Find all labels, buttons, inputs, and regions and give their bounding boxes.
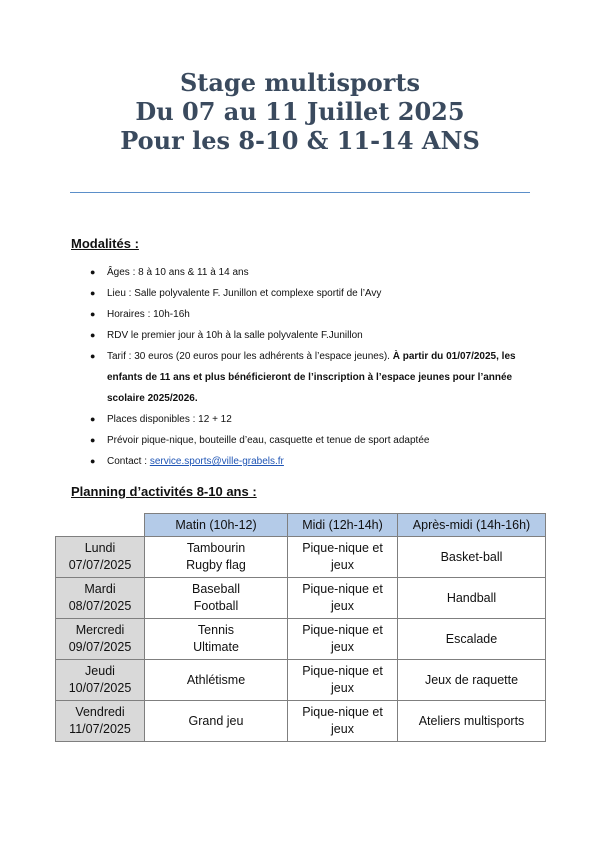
page-title <box>0 68 600 155</box>
bullet-icon: ● <box>90 414 96 424</box>
list-item-rdv: ● RDV le premier jour à 10h à la salle polyvalente F.Junillon <box>90 325 530 346</box>
table-row <box>56 537 546 578</box>
apres-midi-cell: Jeux de raquette <box>398 660 546 701</box>
matin-cell: Tennis Ultimate <box>145 619 288 660</box>
contact-email-link[interactable]: service.sports@ville-grabels.fr <box>149 456 284 467</box>
list-item-lieu: ● Lieu : Salle polyvalente F. Junillon et complexe sportif de l’Avy <box>90 283 530 304</box>
list-item-prevoir: ● Prévoir pique-nique, bouteille d’eau, casquette et tenue de sport adaptée <box>90 430 530 451</box>
apres-midi-cell: Escalade <box>398 619 546 660</box>
table-row <box>56 578 546 619</box>
list-item-contact: ● Contact : service.sports@ville-grabels.fr <box>90 451 530 472</box>
table-row <box>56 660 546 701</box>
planning-table <box>55 513 546 742</box>
bullet-icon: ● <box>90 351 96 361</box>
bullet-icon: ● <box>90 309 96 319</box>
modalites-heading: Modalités : <box>71 236 139 251</box>
header-corner <box>56 514 145 537</box>
day-cell: Mercredi 09/07/2025 <box>56 619 145 660</box>
list-item-places: ● Places disponibles : 12 + 12 <box>90 409 530 430</box>
list-item-horaires: ● Horaires : 10h-16h <box>90 304 530 325</box>
tarif-notice-line-3: scolaire 2025/2026. <box>107 393 198 404</box>
title-divider <box>70 192 530 193</box>
day-cell: Jeudi 10/07/2025 <box>56 660 145 701</box>
list-item-tarif: ● Tarif : 30 euros (20 euros pour les adhérents à l’espace jeunes). À partir du 01/07/2025, les enfants de 11 ans et plus bénéficieront de l’inscription à l’espace jeunes pour l’année scolaire 2025/2026. <box>90 346 530 409</box>
apres-midi-cell: Basket-ball <box>398 537 546 578</box>
title-line-2: Du 07 au 11 Juillet 2025 <box>135 97 465 126</box>
day-cell: Mardi 08/07/2025 <box>56 578 145 619</box>
apres-midi-cell: Handball <box>398 578 546 619</box>
midi-cell: Pique-nique et jeux <box>288 660 398 701</box>
tarif-notice: À partir du 01/07/2025, les <box>392 351 516 362</box>
title-line-3: Pour les 8-10 & 11-14 ANS <box>120 126 480 155</box>
table-row <box>56 701 546 742</box>
column-header-matin: Matin (10h-12) <box>145 514 288 537</box>
day-cell: Vendredi 11/07/2025 <box>56 701 145 742</box>
bullet-icon: ● <box>90 456 96 466</box>
column-header-midi: Midi (12h-14h) <box>288 514 398 537</box>
bullet-icon: ● <box>90 267 96 277</box>
midi-cell: Pique-nique et jeux <box>288 578 398 619</box>
title-line-1: Stage multisports <box>179 68 421 97</box>
apres-midi-cell: Ateliers multisports <box>398 701 546 742</box>
tarif-notice-line-2: enfants de 11 ans et plus bénéficieront de l’inscription à l’espace jeunes pour l’année <box>107 372 513 383</box>
table-row <box>56 619 546 660</box>
list-item-ages: ● Âges : 8 à 10 ans & 11 à 14 ans <box>90 262 530 283</box>
bullet-icon: ● <box>90 330 96 340</box>
column-header-apres-midi: Après-midi (14h-16h) <box>398 514 546 537</box>
planning-heading: Planning d’activités 8-10 ans : <box>71 484 257 499</box>
midi-cell: Pique-nique et jeux <box>288 701 398 742</box>
modalites-list <box>90 262 530 472</box>
matin-cell: Tambourin Rugby flag <box>145 537 288 578</box>
day-cell: Lundi 07/07/2025 <box>56 537 145 578</box>
bullet-icon: ● <box>90 435 96 445</box>
matin-cell: Baseball Football <box>145 578 288 619</box>
midi-cell: Pique-nique et jeux <box>288 619 398 660</box>
midi-cell: Pique-nique et jeux <box>288 537 398 578</box>
matin-cell: Athlétisme <box>145 660 288 701</box>
matin-cell: Grand jeu <box>145 701 288 742</box>
planning-header-row <box>56 514 546 537</box>
bullet-icon: ● <box>90 288 96 298</box>
